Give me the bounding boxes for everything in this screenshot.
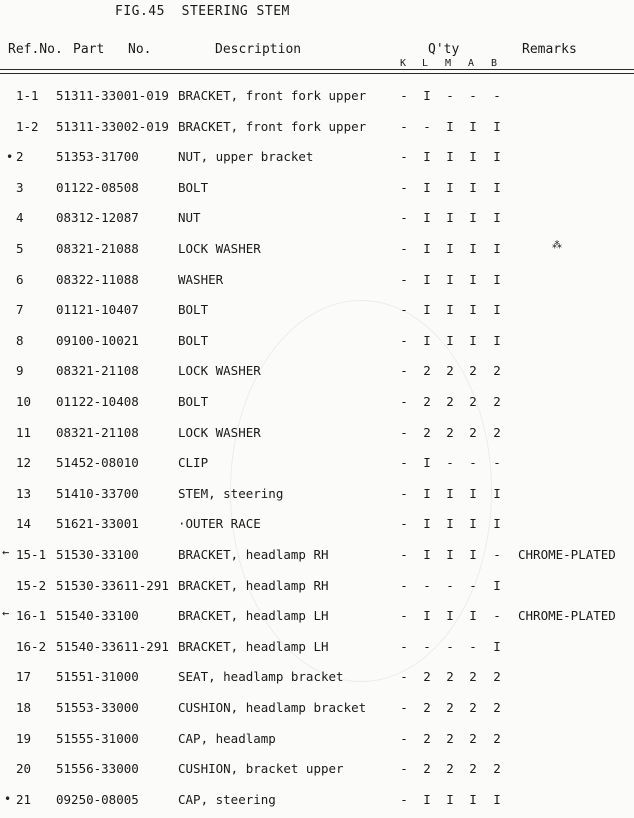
qty-cell: 2: [493, 761, 501, 777]
ref-no-cell: 13: [16, 485, 32, 501]
qty-cell: 2: [493, 669, 501, 685]
description-cell: BOLT: [178, 394, 209, 409]
ref-no-cell: 4: [16, 210, 24, 226]
header-no: No.: [128, 42, 152, 57]
table-row: [0, 333, 634, 353]
qty-cell: -: [493, 455, 501, 471]
qty-cell: -: [400, 88, 408, 103]
qty-cell: -: [400, 332, 408, 348]
qty-cell: I: [423, 241, 431, 256]
remarks-cell: CHROME-PLATED: [518, 608, 616, 624]
part-no-cell: 01122-08508: [56, 179, 139, 195]
qty-cell: -: [400, 302, 408, 318]
ref-no-cell: 5: [16, 241, 24, 256]
table-row: [0, 608, 634, 628]
description-cell: CAP, steering: [178, 791, 276, 807]
description-cell: NUT, upper bracket: [178, 149, 314, 165]
table-row: [0, 486, 634, 506]
qty-cell: -: [400, 455, 408, 471]
qty-cell: 2: [423, 730, 431, 746]
qty-cell: I: [493, 210, 501, 226]
table-row: [0, 761, 634, 781]
ref-no-cell: 1-1: [16, 88, 39, 103]
qty-cell: I: [469, 302, 477, 318]
qty-cell: -: [400, 700, 408, 715]
qty-cell: I: [423, 791, 431, 807]
qty-cell: I: [423, 547, 431, 562]
description-cell: BRACKET, front fork upper: [178, 118, 367, 134]
part-no-cell: 51530-33611-291: [56, 577, 169, 593]
part-no-cell: 08321-21108: [56, 424, 139, 440]
qty-cell: 2: [423, 424, 431, 440]
ref-no-cell: 16-2: [16, 638, 47, 654]
part-no-cell: 51540-33100: [56, 608, 139, 624]
part-no-cell: 51530-33100: [56, 547, 139, 562]
description-cell: SEAT, headlamp bracket: [178, 669, 344, 685]
remarks-cell: CHROME-PLATED: [518, 547, 616, 562]
description-cell: BOLT: [178, 179, 209, 195]
table-row: [0, 731, 634, 751]
ref-no-cell: 19: [16, 730, 32, 746]
qty-cell: I: [446, 271, 454, 287]
qty-cell: -: [493, 88, 501, 103]
qty-cell: I: [446, 118, 454, 134]
qty-cell: I: [446, 149, 454, 165]
header-rule-bottom: [0, 73, 634, 74]
ref-no-cell: 11: [16, 424, 32, 440]
part-no-cell: 51551-31000: [56, 669, 139, 685]
qty-cell: 2: [446, 424, 454, 440]
qty-cell: I: [469, 791, 477, 807]
qty-cell: I: [469, 210, 477, 226]
qty-cell: I: [446, 302, 454, 318]
table-row: [0, 516, 634, 536]
qty-cell: 2: [469, 363, 477, 379]
qty-cell: -: [423, 638, 431, 654]
qty-cell: 2: [446, 730, 454, 746]
qty-cell: -: [446, 577, 454, 593]
qty-cell: -: [400, 577, 408, 593]
qty-cell: I: [423, 516, 431, 532]
qty-cell: 2: [423, 363, 431, 379]
table-row: [0, 210, 634, 230]
ref-no-cell: 17: [16, 669, 32, 685]
description-cell: BRACKET, headlamp LH: [178, 608, 329, 624]
header-remarks: Remarks: [522, 42, 577, 57]
header-qty-m: M: [445, 58, 452, 69]
part-no-cell: 51621-33001: [56, 516, 139, 532]
ref-no-cell: 20: [16, 761, 32, 777]
header-part: Part: [73, 42, 105, 57]
part-no-cell: 51555-31000: [56, 730, 139, 746]
qty-cell: -: [400, 730, 408, 746]
ref-no-cell: 18: [16, 700, 32, 715]
description-cell: CAP, headlamp: [178, 730, 276, 746]
qty-cell: I: [469, 179, 477, 195]
qty-cell: 2: [423, 394, 431, 409]
header-ref-no: Ref.No.: [8, 42, 63, 57]
ref-no-cell: 14: [16, 516, 32, 532]
qty-cell: I: [423, 332, 431, 348]
table-row: [0, 639, 634, 659]
qty-cell: I: [423, 88, 431, 103]
part-no-cell: 09100-10021: [56, 332, 139, 348]
description-cell: BRACKET, headlamp RH: [178, 577, 329, 593]
qty-cell: 2: [469, 761, 477, 777]
table-row: [0, 272, 634, 292]
qty-cell: I: [469, 332, 477, 348]
description-cell: BRACKET, headlamp LH: [178, 638, 329, 654]
qty-cell: I: [493, 485, 501, 501]
table-row: [0, 241, 634, 261]
table-row: [0, 394, 634, 414]
qty-cell: -: [469, 577, 477, 593]
qty-cell: 2: [469, 730, 477, 746]
ref-no-cell: 15-2: [16, 577, 47, 593]
description-cell: BRACKET, front fork upper: [178, 88, 367, 103]
description-cell: BRACKET, headlamp RH: [178, 547, 329, 562]
ref-no-cell: 10: [16, 394, 32, 409]
qty-cell: I: [446, 210, 454, 226]
figure-title: FIG.45 STEERING STEM: [115, 4, 290, 19]
part-no-cell: 08321-21108: [56, 363, 139, 379]
qty-cell: I: [493, 118, 501, 134]
table-row: [0, 578, 634, 598]
qty-cell: I: [469, 149, 477, 165]
qty-cell: -: [423, 118, 431, 134]
table-row: [0, 149, 634, 169]
qty-cell: -: [400, 669, 408, 685]
table-row: [0, 792, 634, 812]
part-no-cell: 08321-21088: [56, 241, 139, 256]
qty-cell: I: [423, 485, 431, 501]
qty-cell: -: [400, 485, 408, 501]
qty-cell: -: [400, 241, 408, 256]
qty-cell: 2: [493, 363, 501, 379]
qty-cell: I: [446, 332, 454, 348]
qty-cell: I: [423, 302, 431, 318]
description-cell: BOLT: [178, 332, 209, 348]
qty-cell: -: [400, 791, 408, 807]
qty-cell: I: [493, 179, 501, 195]
part-no-cell: 51556-33000: [56, 761, 139, 777]
margin-arrow-mark: ←: [2, 606, 10, 620]
qty-cell: 2: [493, 700, 501, 715]
qty-cell: -: [493, 608, 501, 624]
part-no-cell: 51311-33002-019: [56, 118, 169, 134]
table-row: [0, 119, 634, 139]
qty-cell: I: [423, 608, 431, 624]
description-cell: ·OUTER RACE: [178, 516, 261, 532]
margin-arrow-mark: ←: [2, 545, 10, 559]
table-row: [0, 669, 634, 689]
qty-cell: -: [400, 394, 408, 409]
part-no-cell: 08312-12087: [56, 210, 139, 226]
qty-cell: -: [493, 547, 501, 562]
qty-cell: I: [493, 271, 501, 287]
qty-cell: -: [400, 271, 408, 287]
qty-cell: I: [423, 271, 431, 287]
table-row: [0, 302, 634, 322]
qty-cell: -: [446, 638, 454, 654]
ref-no-cell: 1-2: [16, 118, 39, 134]
qty-cell: I: [469, 271, 477, 287]
qty-cell: I: [423, 179, 431, 195]
qty-cell: -: [423, 577, 431, 593]
qty-cell: I: [423, 210, 431, 226]
qty-cell: 2: [469, 700, 477, 715]
part-no-cell: 51410-33700: [56, 485, 139, 501]
qty-cell: I: [493, 638, 501, 654]
qty-cell: I: [493, 302, 501, 318]
qty-cell: I: [469, 516, 477, 532]
description-cell: LOCK WASHER: [178, 363, 261, 379]
qty-cell: -: [400, 118, 408, 134]
table-row: [0, 700, 634, 720]
qty-cell: -: [446, 88, 454, 103]
qty-cell: I: [446, 791, 454, 807]
header-qty-k: K: [400, 58, 407, 69]
qty-cell: 2: [446, 700, 454, 715]
qty-cell: -: [400, 363, 408, 379]
part-no-cell: 01122-10408: [56, 394, 139, 409]
qty-cell: I: [423, 455, 431, 471]
header-qty: Q'ty: [428, 42, 460, 57]
description-cell: LOCK WASHER: [178, 241, 261, 256]
qty-cell: I: [493, 332, 501, 348]
part-no-cell: 08322-11088: [56, 271, 139, 287]
description-cell: CLIP: [178, 455, 209, 471]
qty-cell: 2: [493, 394, 501, 409]
qty-cell: 2: [446, 669, 454, 685]
description-cell: WASHER: [178, 271, 224, 287]
margin-dot-mark: •: [4, 792, 12, 806]
ref-no-cell: 21: [16, 791, 32, 807]
qty-cell: 2: [446, 761, 454, 777]
description-cell: CUSHION, headlamp bracket: [178, 700, 367, 715]
qty-cell: I: [493, 241, 501, 256]
ref-no-cell: 15-1: [16, 547, 47, 562]
ref-no-cell: 6: [16, 271, 24, 287]
qty-cell: I: [469, 608, 477, 624]
qty-cell: I: [423, 149, 431, 165]
qty-cell: -: [400, 761, 408, 777]
header-rule-top: [0, 69, 634, 70]
qty-cell: 2: [423, 669, 431, 685]
table-row: [0, 363, 634, 383]
qty-cell: I: [493, 791, 501, 807]
qty-cell: I: [446, 547, 454, 562]
header-qty-b: B: [491, 58, 498, 69]
qty-cell: I: [469, 485, 477, 501]
part-no-cell: 51452-08010: [56, 455, 139, 471]
qty-cell: I: [493, 577, 501, 593]
part-no-cell: 09250-08005: [56, 791, 139, 807]
margin-dot-mark: •: [6, 150, 14, 164]
part-no-cell: 51353-31700: [56, 149, 139, 165]
scribble-mark: ⁂: [552, 240, 562, 251]
qty-cell: -: [400, 638, 408, 654]
qty-cell: -: [400, 516, 408, 532]
qty-cell: 2: [493, 424, 501, 440]
part-no-cell: 51311-33001-019: [56, 88, 169, 103]
qty-cell: -: [400, 210, 408, 226]
qty-cell: 2: [446, 363, 454, 379]
qty-cell: 2: [423, 761, 431, 777]
qty-cell: -: [400, 424, 408, 440]
qty-cell: I: [446, 241, 454, 256]
qty-cell: 2: [469, 669, 477, 685]
ref-no-cell: 9: [16, 363, 24, 379]
table-row: [0, 547, 634, 567]
qty-cell: I: [469, 547, 477, 562]
ref-no-cell: 3: [16, 179, 24, 195]
ref-no-cell: 12: [16, 455, 32, 471]
qty-cell: -: [469, 88, 477, 103]
description-cell: CUSHION, bracket upper: [178, 761, 344, 777]
part-no-cell: 01121-10407: [56, 302, 139, 318]
description-cell: BOLT: [178, 302, 209, 318]
ref-no-cell: 2: [16, 149, 24, 165]
qty-cell: -: [469, 638, 477, 654]
ref-no-cell: 8: [16, 332, 24, 348]
table-row: [0, 455, 634, 475]
description-cell: NUT: [178, 210, 201, 226]
qty-cell: 2: [446, 394, 454, 409]
qty-cell: 2: [493, 730, 501, 746]
qty-cell: 2: [469, 394, 477, 409]
ref-no-cell: 7: [16, 302, 24, 318]
header-qty-a: A: [468, 58, 475, 69]
qty-cell: -: [446, 455, 454, 471]
description-cell: STEM, steering: [178, 485, 284, 501]
qty-cell: I: [446, 179, 454, 195]
qty-cell: I: [493, 516, 501, 532]
header-qty-l: L: [422, 58, 429, 69]
qty-cell: -: [469, 455, 477, 471]
qty-cell: -: [400, 149, 408, 165]
table-row: [0, 88, 634, 108]
qty-cell: I: [446, 485, 454, 501]
qty-cell: 2: [469, 424, 477, 440]
table-row: [0, 180, 634, 200]
part-no-cell: 51553-33000: [56, 700, 139, 715]
qty-cell: I: [446, 516, 454, 532]
qty-cell: -: [400, 179, 408, 195]
table-row: [0, 425, 634, 445]
description-cell: LOCK WASHER: [178, 424, 261, 440]
qty-cell: I: [493, 149, 501, 165]
qty-cell: I: [469, 241, 477, 256]
part-no-cell: 51540-33611-291: [56, 638, 169, 654]
qty-cell: I: [446, 608, 454, 624]
ref-no-cell: 16-1: [16, 608, 47, 624]
qty-cell: I: [469, 118, 477, 134]
qty-cell: 2: [423, 700, 431, 715]
qty-cell: -: [400, 608, 408, 624]
qty-cell: -: [400, 547, 408, 562]
header-description: Description: [215, 42, 302, 57]
